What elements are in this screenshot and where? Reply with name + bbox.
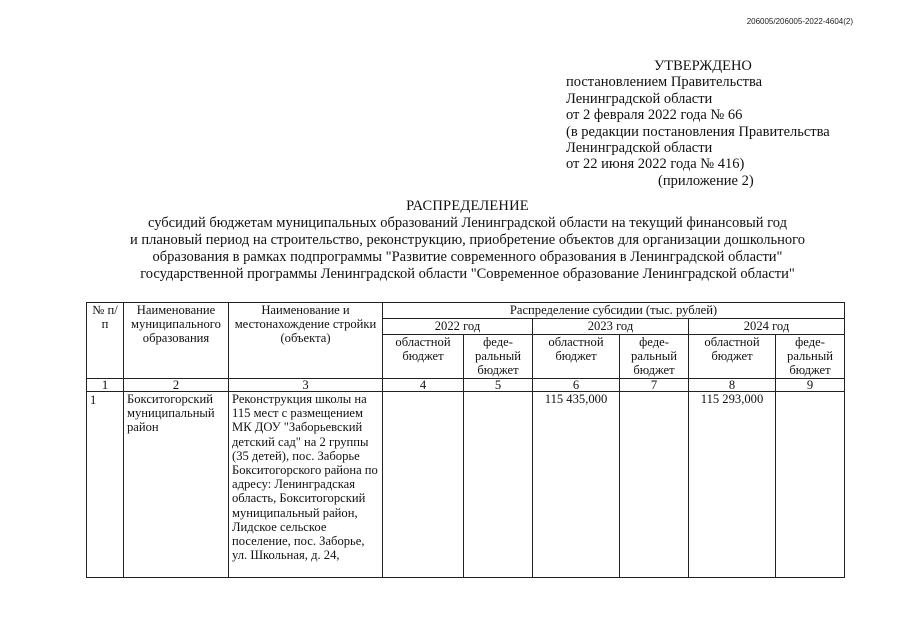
row-number: 1 bbox=[87, 392, 124, 578]
approval-line: (в редакции постановления Правительства bbox=[566, 123, 830, 140]
column-number: 3 bbox=[229, 379, 383, 392]
approval-line: от 22 июня 2022 года № 416) bbox=[566, 156, 745, 173]
document-id: 206005/206005-2022-4604(2) bbox=[746, 17, 853, 26]
header-federal-budget: феде-ральный бюджет bbox=[776, 335, 845, 379]
header-number: № п/п bbox=[87, 303, 124, 379]
distribution-table bbox=[86, 302, 845, 578]
approval-line: Ленинградской области bbox=[566, 90, 713, 107]
header-regional-budget: областной бюджет bbox=[383, 335, 464, 379]
approval-line: Ленинградской области bbox=[566, 140, 713, 157]
header-federal-budget: феде-ральный бюджет bbox=[464, 335, 533, 379]
document-heading bbox=[100, 198, 835, 283]
row-object: Реконструкция школы на 115 мест с размещением МК ДОУ "Заборьевский детский сад" на 2 группы (35 детей), пос. Заборье Бокситогорского района по адресу: Ленинградская область, Бокситогорский муниципальный район, Лидское сельское поселение, пос. Заборье, ул. Школьная, д. 24, bbox=[229, 392, 383, 578]
appendix-label: (приложение 2) bbox=[658, 172, 754, 189]
approval-line: постановлением Правительства bbox=[566, 74, 763, 91]
column-number: 7 bbox=[620, 379, 689, 392]
heading-line: образования в рамках подпрограммы "Развитие современного образования в Ленинградской области" bbox=[152, 249, 783, 265]
header-year-2022: 2022 год bbox=[383, 319, 533, 335]
header-federal-budget: феде-ральный бюджет bbox=[620, 335, 689, 379]
row-2022-federal bbox=[464, 392, 533, 578]
column-number: 5 bbox=[464, 379, 533, 392]
header-distribution: Распределение субсидии (тыс. рублей) bbox=[383, 303, 845, 319]
header-municipality: Наименование муниципального образования bbox=[124, 303, 229, 379]
header-regional-budget: областной бюджет bbox=[533, 335, 620, 379]
header-year-2024: 2024 год bbox=[689, 319, 845, 335]
approval-heading: УТВЕРЖДЕНО bbox=[654, 58, 752, 74]
row-2023-federal bbox=[620, 392, 689, 578]
column-number: 1 bbox=[87, 379, 124, 392]
row-municipality: Бокситогорский муниципальный район bbox=[124, 392, 229, 578]
column-number: 8 bbox=[689, 379, 776, 392]
row-2023-regional: 115 435,000 bbox=[533, 392, 620, 578]
document-title: РАСПРЕДЕЛЕНИЕ bbox=[406, 198, 529, 214]
heading-line: государственной программы Ленинградской области "Современное образование Ленинградской области" bbox=[140, 266, 795, 282]
column-number: 2 bbox=[124, 379, 229, 392]
column-number: 4 bbox=[383, 379, 464, 392]
approval-block bbox=[566, 58, 830, 189]
row-2022-regional bbox=[383, 392, 464, 578]
column-number: 9 bbox=[776, 379, 845, 392]
table-row bbox=[87, 392, 845, 578]
row-2024-regional: 115 293,000 bbox=[689, 392, 776, 578]
column-number: 6 bbox=[533, 379, 620, 392]
header-year-2023: 2023 год bbox=[533, 319, 689, 335]
header-object: Наименование и местонахождение стройки (объекта) bbox=[229, 303, 383, 379]
heading-line: субсидий бюджетам муниципальных образований Ленинградской области на текущий финансовый год bbox=[148, 215, 787, 231]
row-2024-federal bbox=[776, 392, 845, 578]
heading-line: и плановый период на строительство, реконструкцию, приобретение объектов для организации дошкольного bbox=[129, 232, 805, 248]
approval-line: от 2 февраля 2022 года № 66 bbox=[566, 107, 743, 124]
header-regional-budget: областной бюджет bbox=[689, 335, 776, 379]
